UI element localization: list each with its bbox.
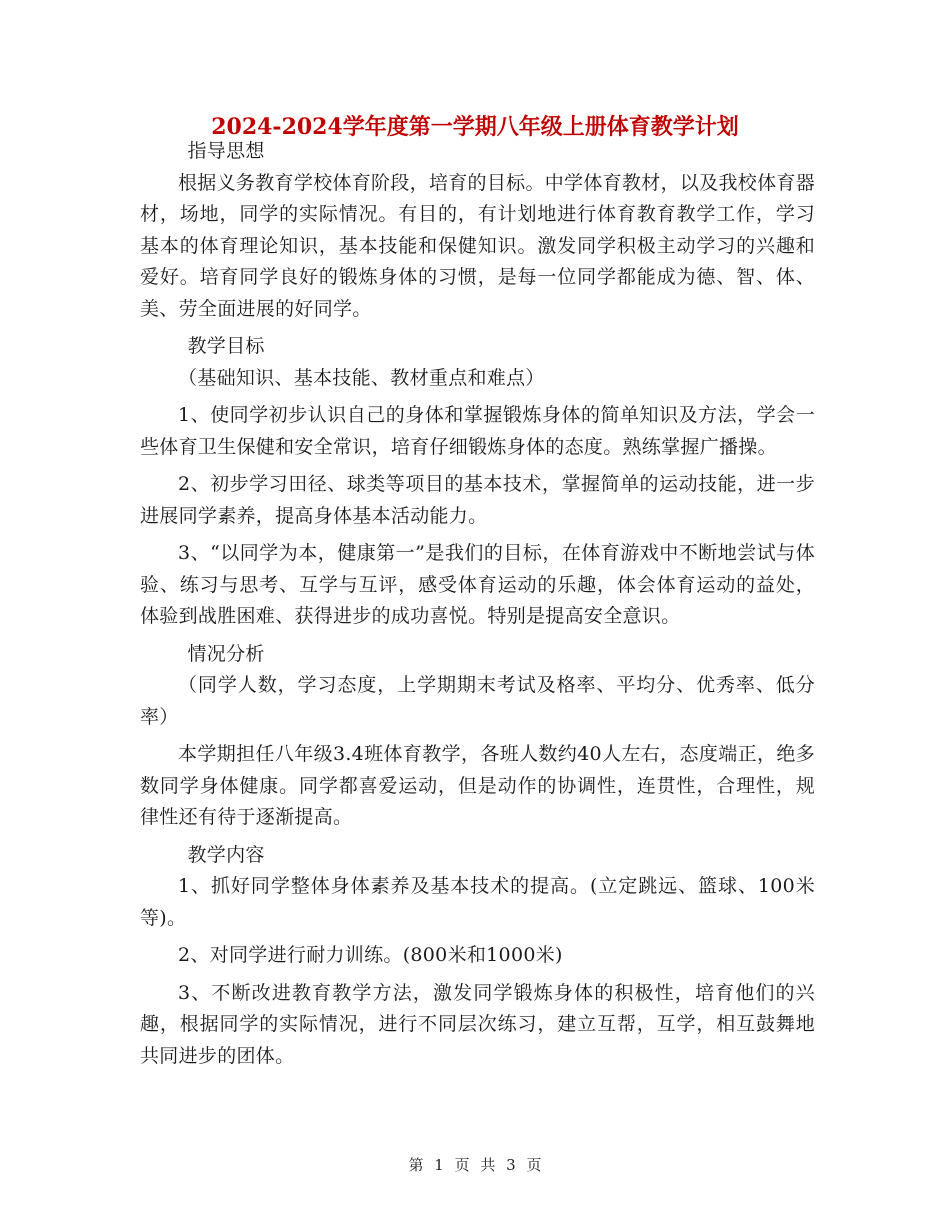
goals-item-1: 1、使同学初步认识自己的身体和掌握锻炼身体的简单知识及方法，学会一些体育卫生保健和安全常识，培育仔细锻炼身体的态度。熟练掌握广播操。 (140, 404, 815, 458)
content-item-3: 3、不断改进教育教学方法，激发同学锻炼身体的积极性，培育他们的兴趣，根据同学的实际情况，进行不同层次练习，建立互帮，互学，相互鼓舞地共同进步的团体。 (140, 981, 815, 1067)
situation-paragraph: 本学期担任八年级3.4班体育教学，各班人数约40人左右，态度端正，绝多数同学身体健康。同学都喜爱运动，但是动作的协调性，连贯性，合理性，规律性还有待于逐渐提高。 (140, 743, 815, 828)
document-title: 2024-2024学年度第一学期八年级上册体育教学计划 (211, 114, 739, 140)
goals-item-2: 2、初步学习田径、球类等项目的基本技术，掌握简单的运动技能，进一步进展同学素养，提高身体基本活动能力。 (140, 473, 815, 527)
guiding-paragraph: 根据义务教育学校体育阶段，培育的目标。中学体育教材，以及我校体育器材，场地，同学的实际情况。有目的，有计划地进行体育教育教学工作，学习基本的体育理论知识，基本技能和保健知识。激发同学积极主动学习的兴趣和爱好。培育同学良好的锻炼身体的习惯，是每一位同学都能成为德、智、体、美、劳全面进展的好同学。 (140, 171, 815, 320)
situation-note: （同学人数，学习态度，上学期期末考试及格率、平均分、优秀率、低分率） (140, 674, 815, 728)
section-heading-goals: 教学目标 (187, 335, 265, 357)
section-heading-content: 教学内容 (187, 843, 265, 866)
section-heading-situation: 情况分析 (187, 642, 265, 665)
content-item-1: 1、抓好同学整体身体素养及基本技术的提高。(立定跳远、篮球、100米等)。 (140, 875, 815, 929)
goals-item-3: 3、“以同学为本，健康第一”是我们的目标，在体育游戏中不断地尝试与体验、练习与思考、互学与互评，感受体育运动的乐趣，体会体育运动的益处，体验到战胜困难、获得进步的成功喜悦。特别是提高安全意识。 (140, 542, 815, 627)
document-body (140, 136, 815, 1078)
page-footer: 第 1 页 共 3 页 (408, 1156, 542, 1174)
content-item-2: 2、对同学进行耐力训练。(800米和1000米) (178, 944, 563, 966)
section-heading-guiding: 指导思想 (187, 140, 265, 162)
goals-note: （基础知识、基本技能、教材重点和难点） (178, 366, 545, 389)
